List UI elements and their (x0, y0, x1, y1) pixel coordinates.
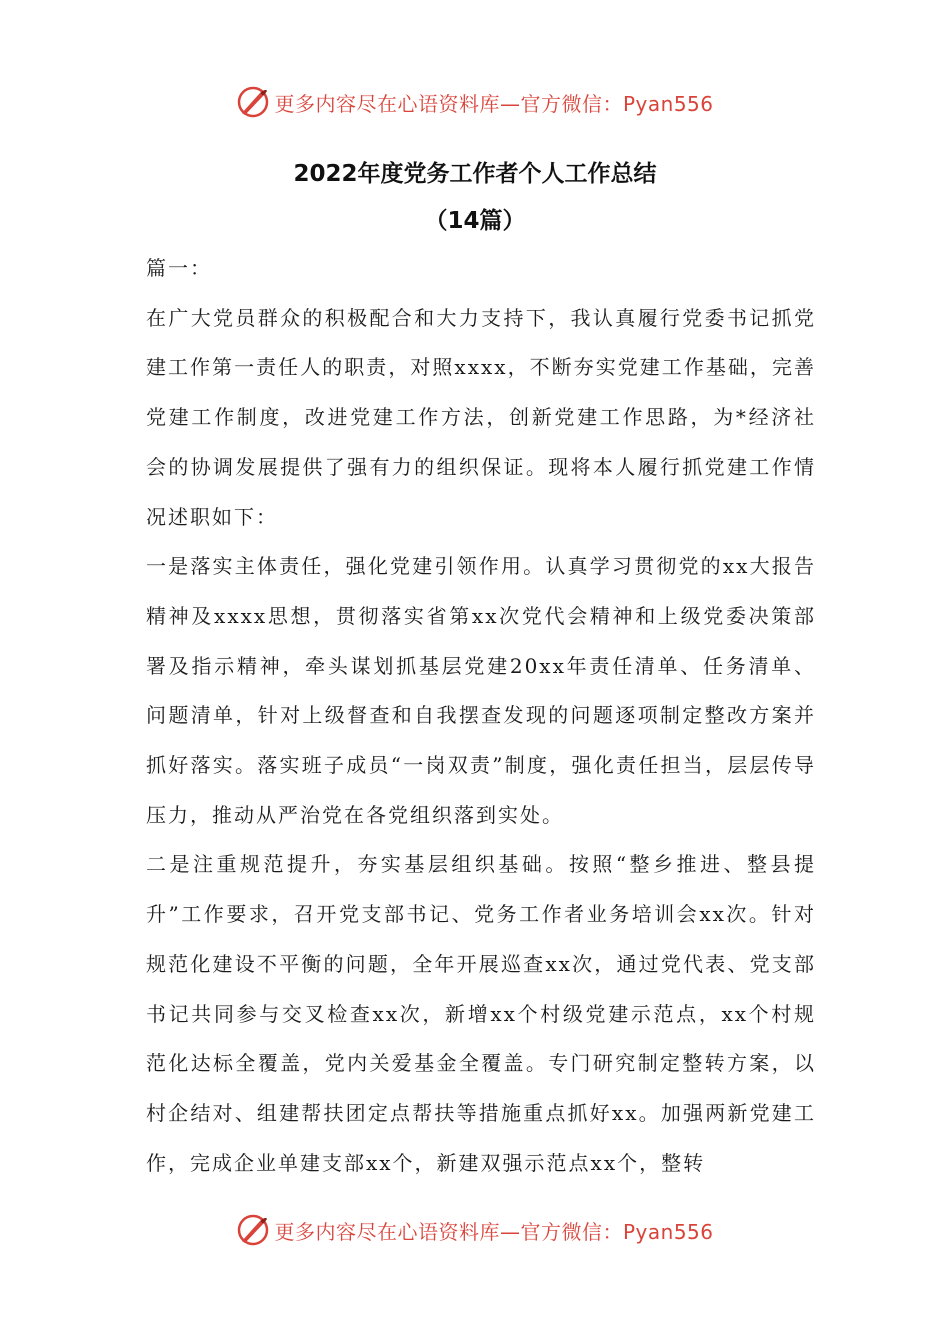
watermark-banner-top (0, 82, 950, 122)
wechat-id: Pyan556 (622, 91, 714, 116)
paragraph-point-two: 二是注重规范提升，夯实基层组织基础。按照“整乡推进、整县提升”工作要求，召开党支部书记、党务工作者业务培训会xx次。针对规范化建设不平衡的问题，全年开展巡查xx次，通过党代表、党支部书记共同参与交叉检查xx次，新增xx个村级党建示范点，xx个村规范化达标全覆盖，党内关爱基金全覆盖。专门研究制定整转方案，以村企结对、组建帮扶团定点帮扶等措施重点抓好xx。加强两新党建工作，完成企业单建支部xx个，新建双强示范点xx个，整转 (146, 852, 816, 1175)
document-title: 2022年度党务工作者个人工作总结 (293, 161, 657, 187)
watermark-text: 更多内容尽在心语资料库—官方微信：Pyan556 (274, 91, 714, 116)
watermark-banner-bottom (0, 1210, 950, 1250)
wechat-id: Pyan556 (622, 1219, 714, 1244)
paragraph-point-one: 一是落实主体责任，强化党建引领作用。认真学习贯彻党的xx大报告精神及xxxx思想，贯彻落实省第xx次党代会精神和上级党委决策部署及指示精神，牵头谋划抓基层党建20xx年责任清单、任务清单、问题清单，针对上级督查和自我摆查发现的问题逐项制定整改方案并抓好落实。落实班子成员“一岗双责”制度，强化责任担当，层层传导压力，推动从严治党在各党组织落到实处。 (146, 554, 816, 827)
quill-pen-logo-icon (236, 85, 270, 119)
watermark-text: 更多内容尽在心语资料库—官方微信：Pyan556 (274, 1219, 714, 1244)
quill-pen-logo-icon (236, 1213, 270, 1247)
paragraph-intro: 在广大党员群众的积极配合和大力支持下，我认真履行党委书记抓党建工作第一责任人的职责，对照xxxx，不断夯实党建工作基础，完善党建工作制度，改进党建工作方法，创新党建工作思路，为*经济社会的协调发展提供了强有力的组织保证。现将本人履行抓党建工作情况述职如下： (146, 305, 816, 529)
document-subtitle: （14篇） (424, 208, 526, 234)
document-body (146, 244, 816, 1188)
section-label: 篇一： (146, 256, 212, 280)
